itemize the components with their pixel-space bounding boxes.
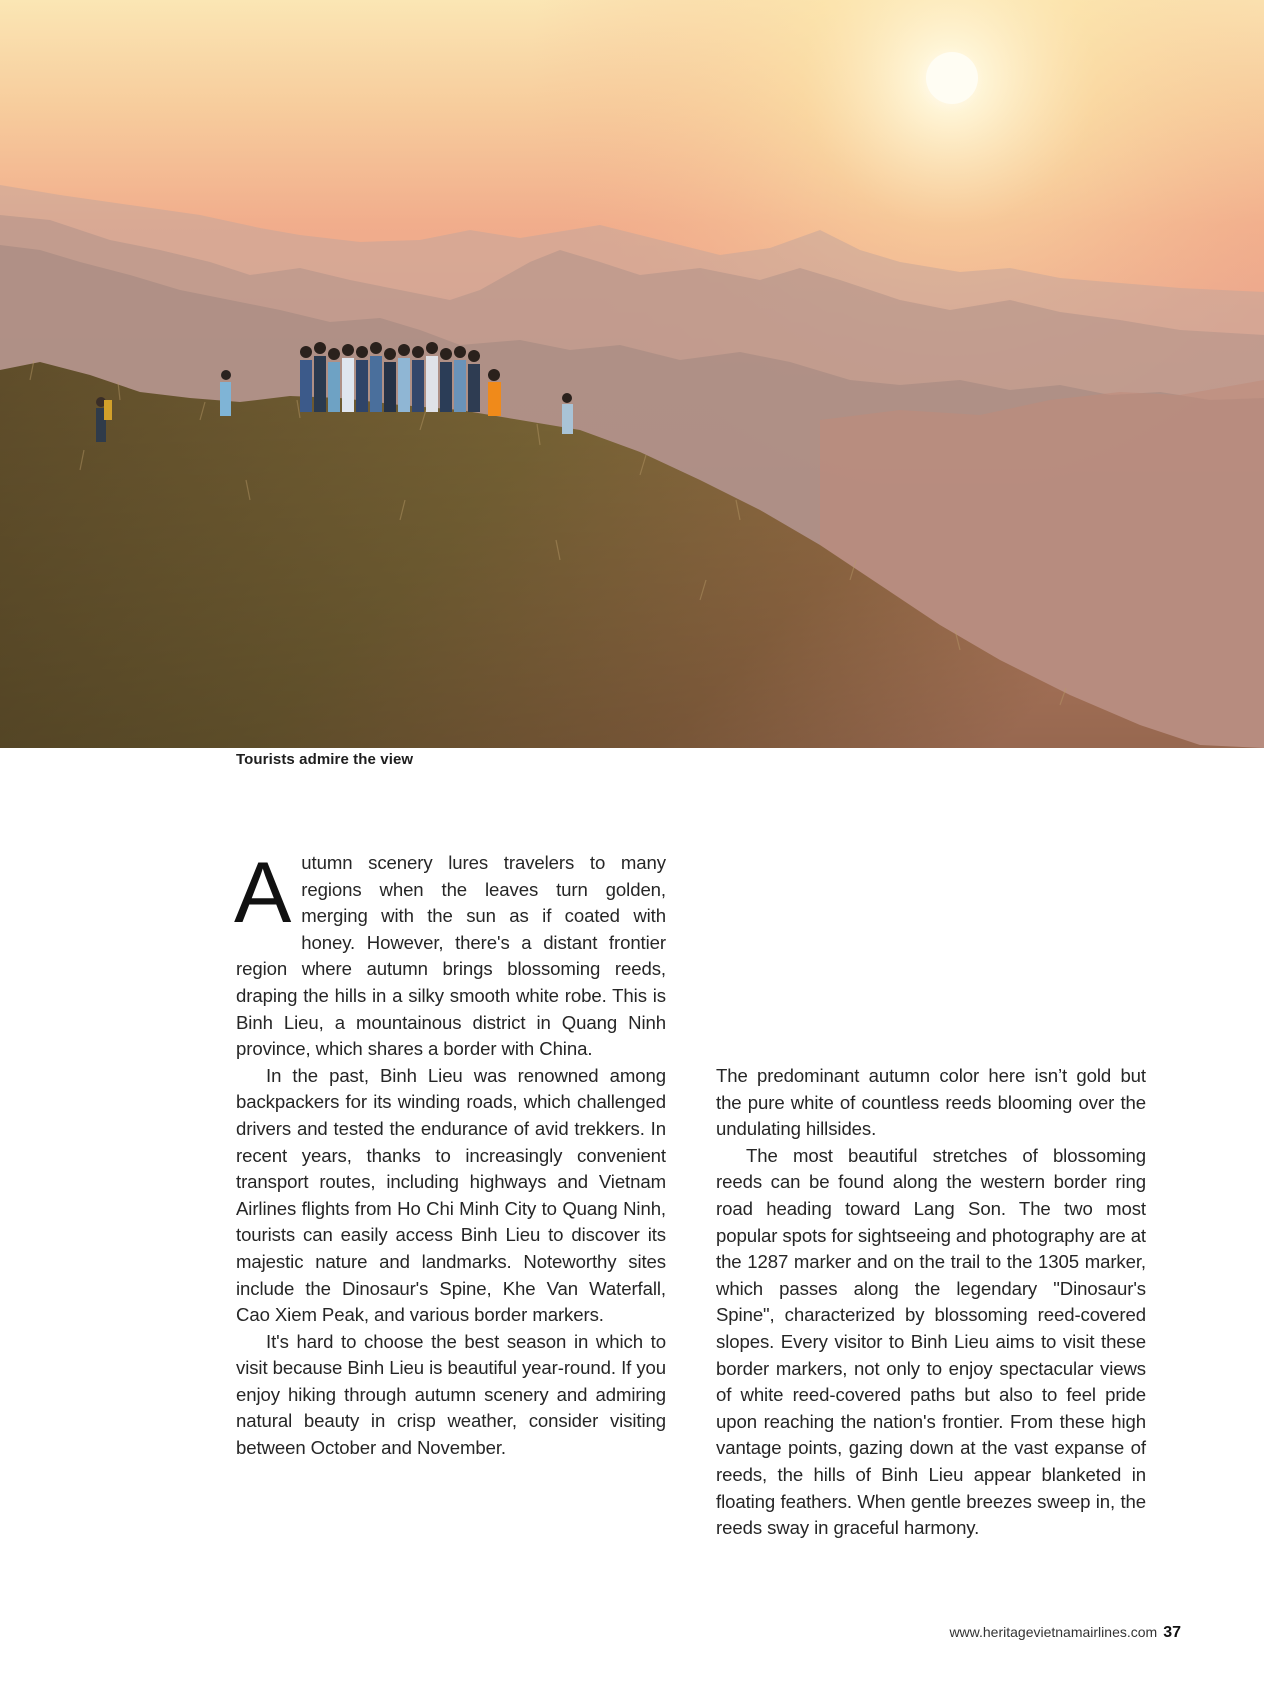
paragraph-text: utumn scenery lures travelers to many regions when the leaves turn golden, merging with the sun as if coated with honey. However, there's a distant frontier region where autumn brings blossoming reeds, draping the hills in a silky smooth white robe. This is Binh Lieu, a mountainous district in Quang Ninh province, which shares a border with China.	[236, 852, 666, 1060]
article-column-right	[716, 1063, 1146, 1542]
photo-caption: Tourists admire the view	[236, 751, 414, 768]
hero-photo	[0, 0, 1264, 748]
article-paragraph: The most beautiful stretches of blossoming reeds can be found along the western border ring road heading toward Lang Son. The two most popular spots for sightseeing and photography are at the 1287 marker and on the trail to the 1305 marker, which passes along the legendary "Dinosaur's Spine", characterized by blossoming reed-covered slopes. Every visitor to Binh Lieu aims to visit these border markers, not only to enjoy spectacular views of white reed-covered paths but also to feel pride upon reaching the nation's frontier. From these high vantage points, gazing down at the vast expanse of reeds, the hills of Binh Lieu appear blanketed in floating feathers. When gentle breezes sweep in, the reeds sway in graceful harmony.	[716, 1144, 1146, 1539]
article-paragraph: It's hard to choose the best season in which to visit because Binh Lieu is beautiful year-round. If you enjoy hiking through autumn scenery and admiring natural beauty in crisp weather, consider visiting between October and November.	[236, 1330, 666, 1459]
article-column-left	[234, 845, 666, 1462]
landscape-illustration	[0, 0, 1264, 748]
drop-cap: A	[234, 845, 292, 941]
website-link[interactable]: www.heritagevietnamairlines.com	[949, 1624, 1158, 1640]
sun	[926, 52, 978, 104]
page-footer	[949, 1624, 1181, 1642]
article-paragraph: In the past, Binh Lieu was renowned among backpackers for its winding roads, which challenged drivers and tested the endurance of avid trekkers. In recent years, thanks to increasingly convenient transport routes, including highways and Vietnam Airlines flights from Ho Chi Minh City to Quang Ninh, tourists can easily access Binh Lieu to discover its majestic nature and landmarks. Noteworthy sites include the Dinosaur's Spine, Khe Van Waterfall, Cao Xiem Peak, and various border markers.	[236, 1064, 666, 1326]
page-number: 37	[1163, 1624, 1181, 1641]
article-paragraph	[234, 845, 666, 1063]
article-paragraph: The predominant autumn color here isn’t gold but the pure white of countless reeds blooming over the undulating hillsides.	[716, 1065, 1146, 1140]
